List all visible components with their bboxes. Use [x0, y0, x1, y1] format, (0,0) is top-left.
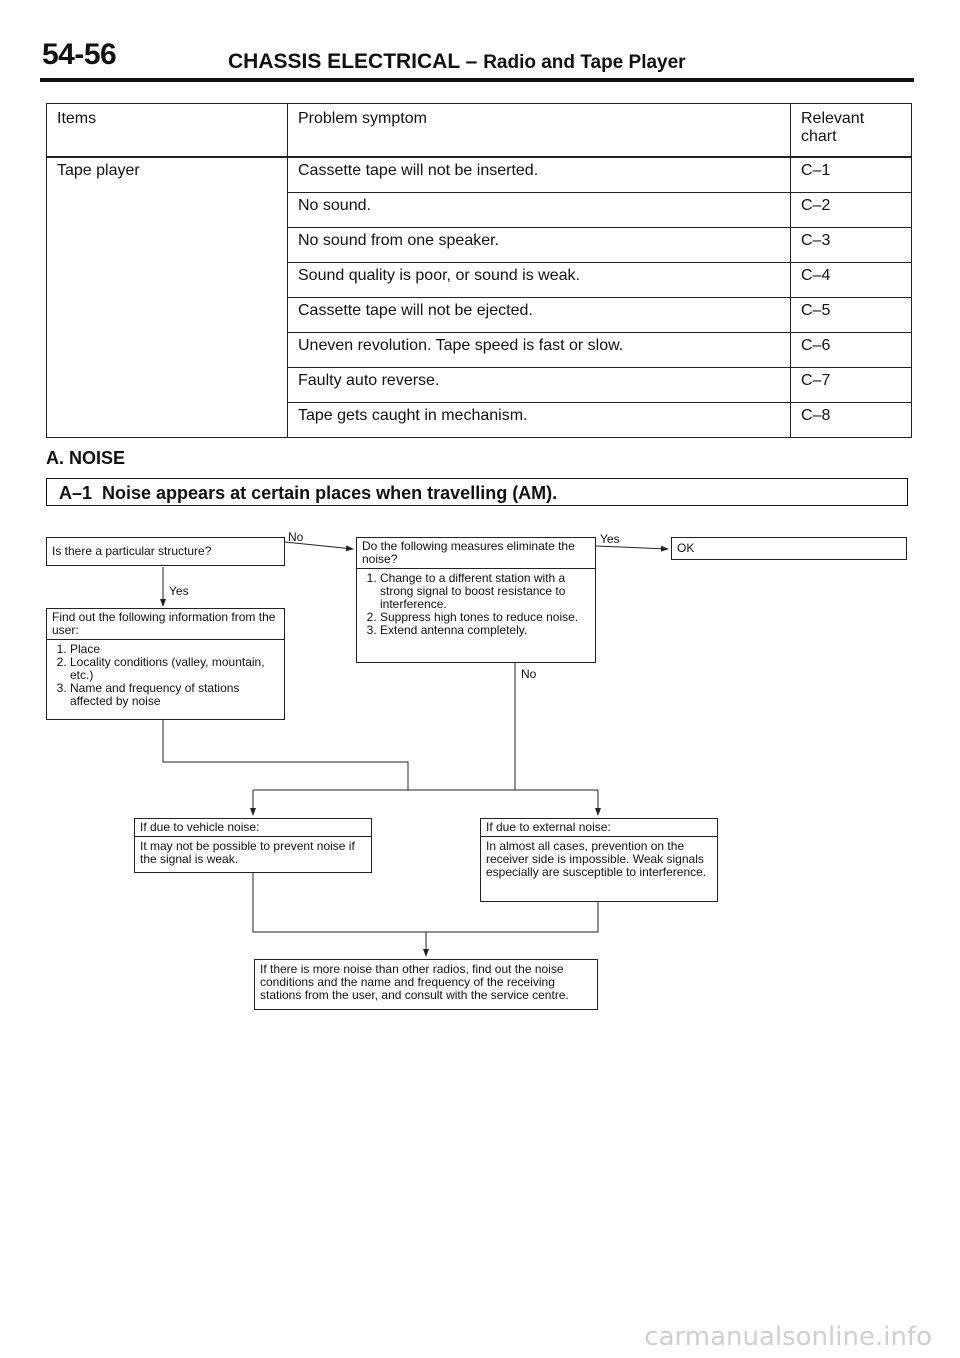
header-problem-symptom: Problem symptom: [288, 104, 791, 158]
symptom-cell: No sound.: [288, 193, 791, 228]
list-item: 1. Place: [70, 643, 279, 656]
chart-cell: C–2: [791, 193, 912, 228]
label-yes-right: Yes: [600, 532, 620, 546]
chart-cell: C–3: [791, 228, 912, 263]
section-subtitle: Radio and Tape Player: [483, 52, 686, 73]
label-no-down: No: [521, 667, 537, 681]
chart-cell: C–4: [791, 263, 912, 298]
list-item: 2. Locality conditions (valley, mountain, etc.): [70, 656, 279, 682]
ok-box: [671, 537, 907, 560]
section-title-main: CHASSIS ELECTRICAL: [228, 50, 460, 73]
find-list: [47, 640, 284, 711]
chart-cell: C–5: [791, 298, 912, 333]
find-head: Find out the following information from the user:: [47, 609, 284, 640]
symptom-cell: Faulty auto reverse.: [288, 368, 791, 403]
external-body: In almost all cases, prevention on the receiver side is impossible. Weak signals especially are susceptible to interference.: [486, 839, 707, 879]
symptom-cell: No sound from one speaker.: [288, 228, 791, 263]
page-number: 54-56: [42, 38, 117, 71]
vehicle-body: It may not be possible to prevent noise if the signal is weak.: [140, 839, 355, 866]
label-no: No: [288, 530, 304, 544]
list-item: 1. Change to a different station with a strong signal to boost resistance to interference.: [380, 572, 590, 611]
question-measures: [356, 537, 596, 663]
vehicle-head: If due to vehicle noise:: [135, 819, 371, 837]
subsection-title: Noise appears at certain places when travelling (AM).: [102, 483, 558, 503]
ok-text: OK: [677, 541, 695, 555]
section-a-heading: A. NOISE: [46, 448, 126, 468]
q2-list: [357, 569, 595, 640]
header-relevant-chart: Relevant chart: [791, 104, 912, 158]
label-yes-down: Yes: [169, 584, 189, 598]
q2-head: Do the following measures eliminate the noise?: [357, 538, 595, 569]
final-text: If there is more noise than other radios, find out the noise conditions and the name and frequency of the receiving stations from the user, and consult with the service centre.: [260, 962, 569, 1002]
arrow-q2-yes: [596, 546, 668, 549]
list-item: 2. Suppress high tones to reduce noise.: [380, 611, 590, 624]
header-items: Items: [47, 104, 288, 158]
list-item: 3. Extend antenna completely.: [380, 624, 590, 637]
external-noise-box: [480, 818, 718, 902]
symptom-cell: Cassette tape will not be inserted.: [288, 157, 791, 193]
chart-cell: C–8: [791, 403, 912, 438]
title-separator: –: [465, 50, 478, 73]
vehicle-noise-box: [134, 818, 372, 873]
line-find-merge: [163, 720, 408, 790]
symptom-cell: Uneven revolution. Tape speed is fast or slow.: [288, 333, 791, 368]
symptom-cell: Tape gets caught in mechanism.: [288, 403, 791, 438]
final-consult-box: [254, 959, 598, 1010]
chart-cell: C–6: [791, 333, 912, 368]
list-item: 3. Name and frequency of stations affected by noise: [70, 682, 279, 708]
symptom-cell: Sound quality is poor, or sound is weak.: [288, 263, 791, 298]
subsection-number: A–1: [59, 483, 93, 503]
chart-cell: C–7: [791, 368, 912, 403]
external-head: If due to external noise:: [481, 819, 717, 837]
q1-text: Is there a particular structure?: [52, 544, 212, 558]
watermark: carmanualsonline.info: [644, 1322, 932, 1352]
item-tape-player: Tape player: [47, 157, 288, 438]
symptom-cell: Cassette tape will not be ejected.: [288, 298, 791, 333]
chart-cell: C–1: [791, 157, 912, 193]
question-particular-structure: [46, 537, 285, 566]
find-out-info-box: [46, 608, 285, 720]
